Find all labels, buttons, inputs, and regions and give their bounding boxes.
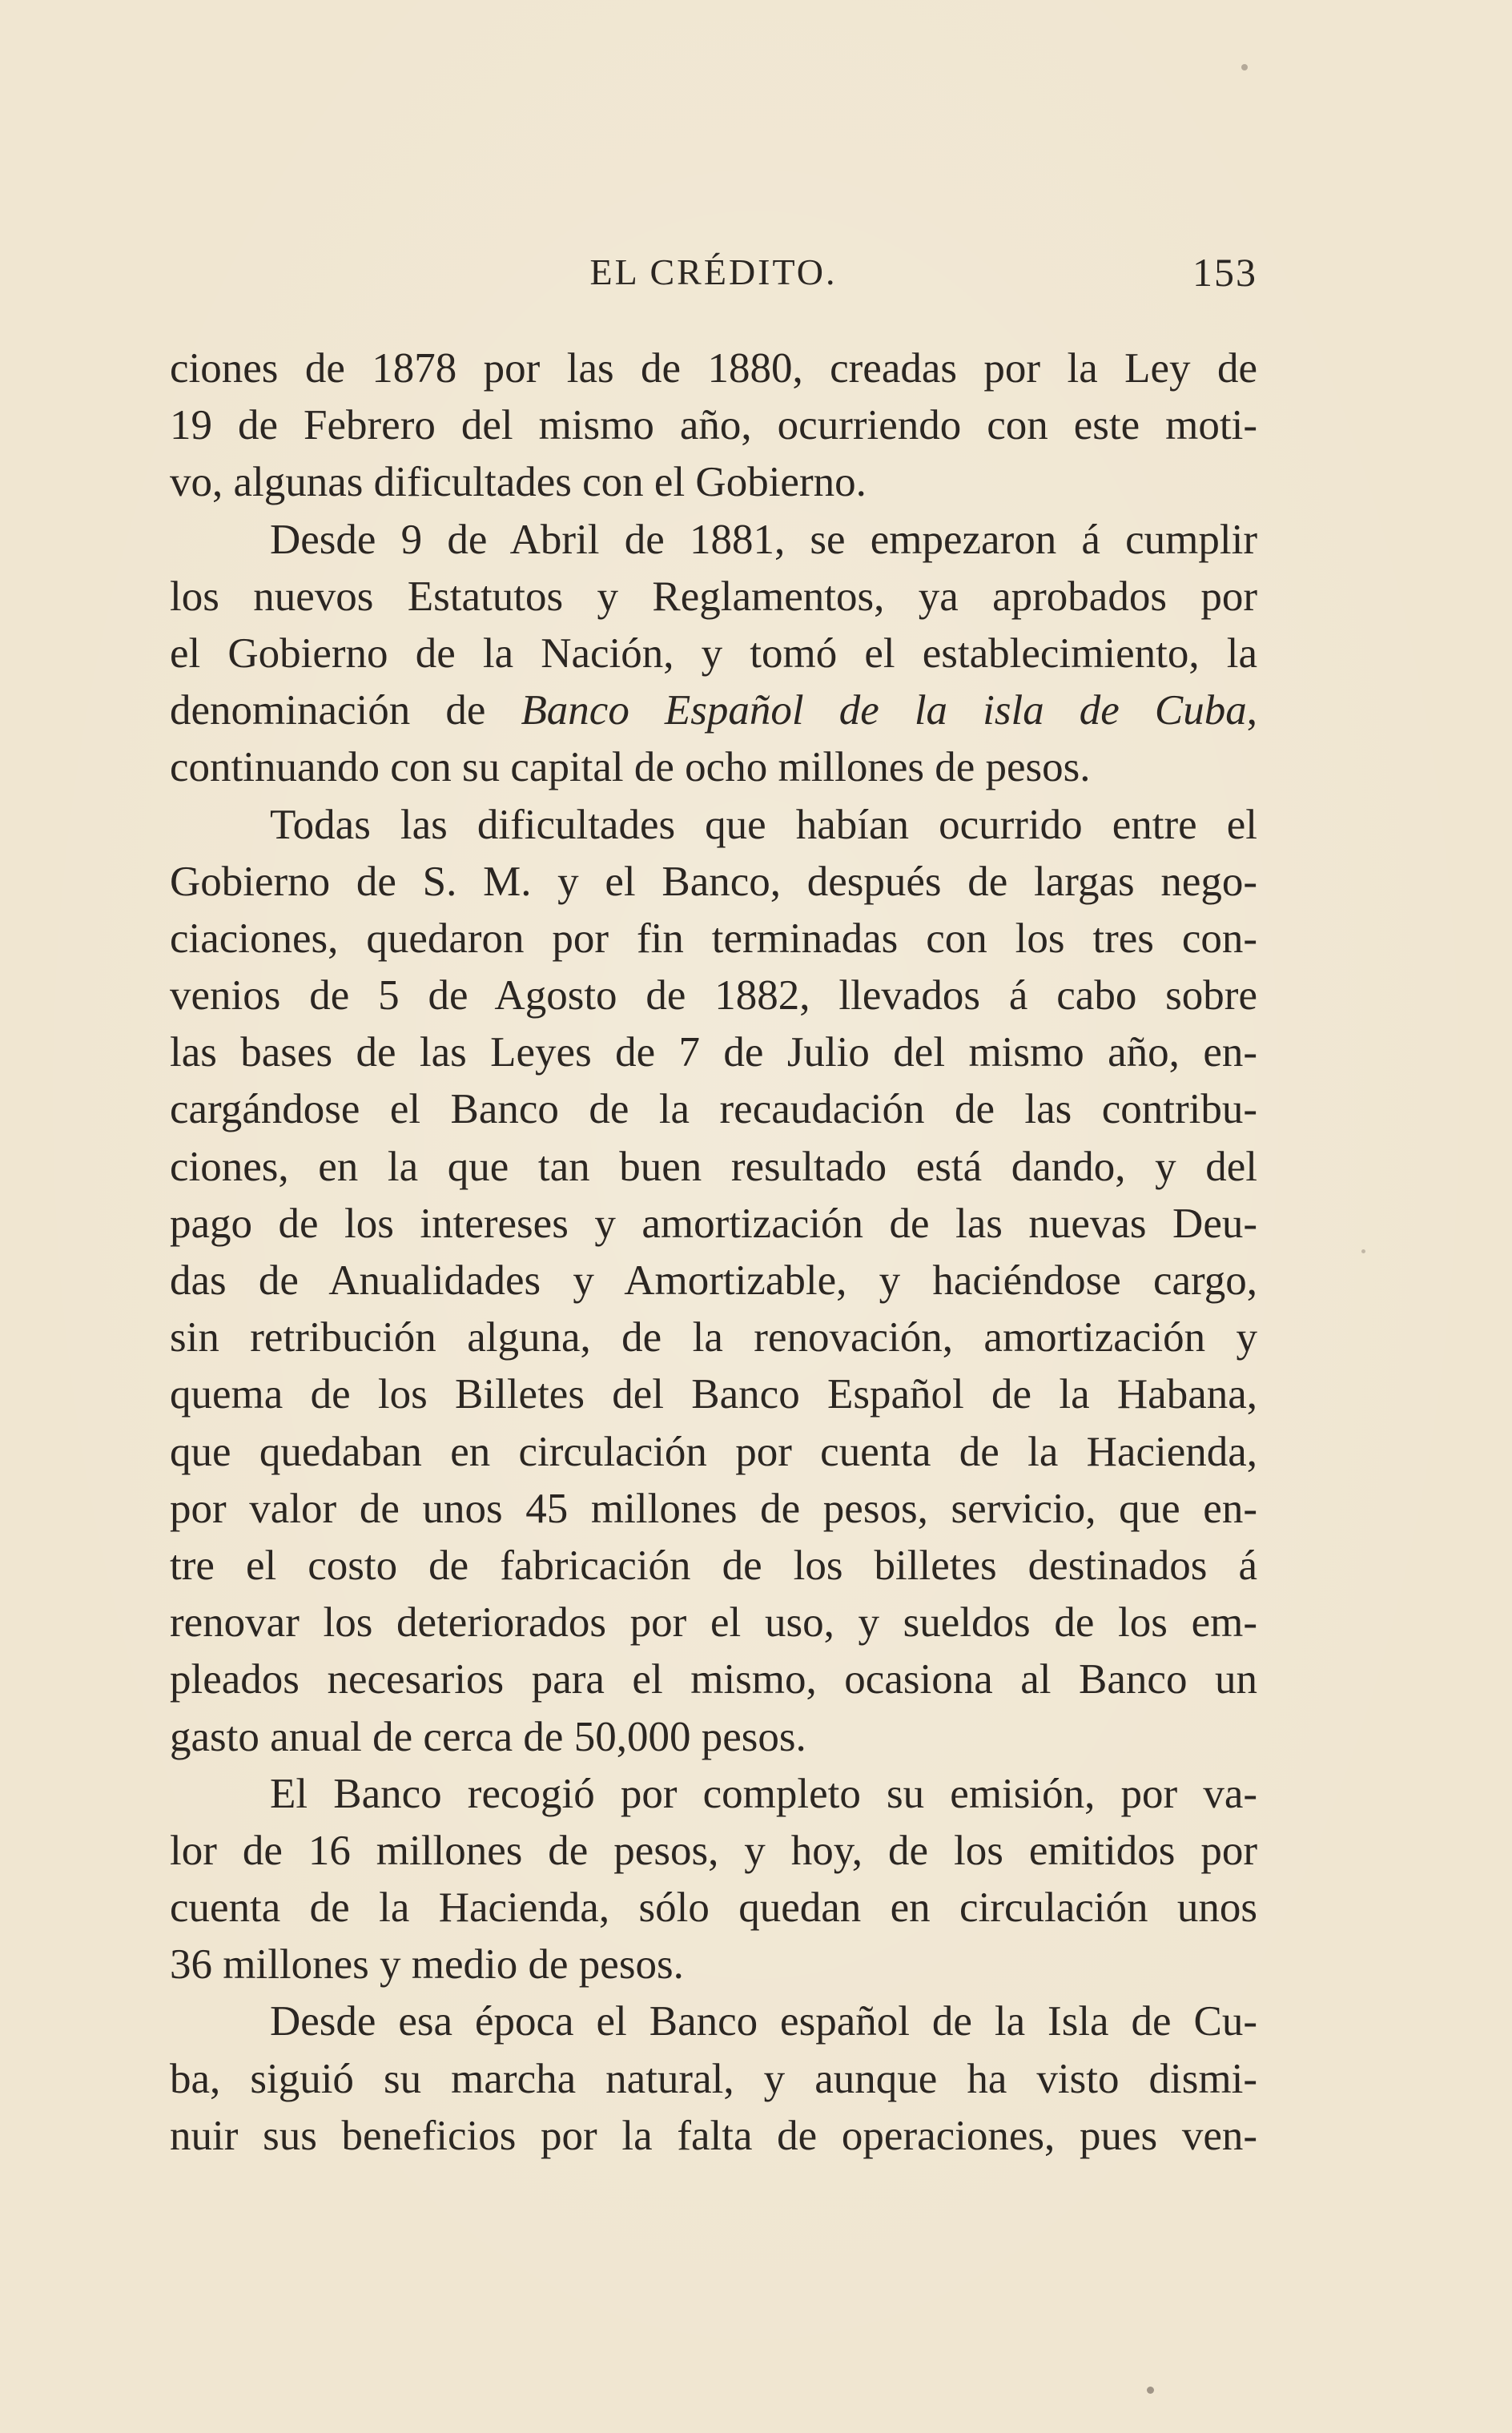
- bank-name-italic: Banco Español de la isla de Cuba: [521, 687, 1247, 734]
- text-line: venios de 5 de Agosto de 1882, llevados á cabo sobre: [170, 972, 1257, 1019]
- text-line: Desde 9 de Abril de 1881, se empezaron á cumplir: [270, 516, 1257, 563]
- text-line: vo, algunas dificultades con el Gobierno.: [170, 459, 867, 506]
- text-line: continuando con su capital de ocho millones de pesos.: [170, 744, 1091, 791]
- text-line: ciones, en la que tan buen resultado está dando, y del: [170, 1143, 1257, 1190]
- text-line: El Banco recogió por completo su emisión, por va-: [270, 1770, 1257, 1817]
- text-line: Gobierno de S. M. y el Banco, después de largas nego-: [170, 858, 1257, 905]
- text-line: el Gobierno de la Nación, y tomó el establecimiento, la: [170, 629, 1257, 677]
- text-line: ciaciones, quedaron por fin terminadas con los tres con-: [170, 915, 1257, 962]
- text-line: 19 de Febrero del mismo año, ocurriendo con este moti-: [170, 402, 1257, 449]
- text-line: Todas las dificultades que habían ocurrido entre el: [270, 801, 1257, 848]
- text-line: pleados necesarios para el mismo, ocasiona al Banco un: [170, 1656, 1257, 1703]
- text-line: los nuevos Estatutos y Reglamentos, ya aprobados por: [170, 573, 1257, 620]
- body-text: [170, 340, 1257, 2165]
- text-line: Desde esa época el Banco español de la Isla de Cu-: [270, 1998, 1257, 2045]
- text-line: 36 millones y medio de pesos.: [170, 1941, 684, 1989]
- page-number: 153: [1192, 250, 1257, 295]
- running-title: EL CRÉDITO.: [589, 251, 838, 292]
- text-line: pago de los intereses y amortización de las nuevas Deu-: [170, 1200, 1257, 1247]
- text-line: das de Anualidades y Amortizable, y haciéndose cargo,: [170, 1257, 1257, 1304]
- text-run: ,: [1246, 687, 1257, 734]
- text-line: nuir sus beneficios por la falta de operaciones, pues ven-: [170, 2112, 1257, 2159]
- page-header: [170, 248, 1257, 296]
- text-line: [170, 682, 1257, 739]
- text-line: sin retribución alguna, de la renovación, amortización y: [170, 1314, 1257, 1361]
- text-line: que quedaban en circulación por cuenta de la Hacienda,: [170, 1428, 1257, 1475]
- text-line: cuenta de la Hacienda, sólo quedan en circulación unos: [170, 1884, 1257, 1932]
- text-line: ciones de 1878 por las de 1880, creadas por la Ley de: [170, 345, 1257, 392]
- paper-speck: [1147, 2387, 1154, 2394]
- text-line: ba, siguió su marcha natural, y aunque ha visto dismi-: [170, 2055, 1257, 2102]
- text-run: denominación de: [170, 687, 521, 734]
- text-line: renovar los deteriorados por el uso, y sueldos de los em-: [170, 1599, 1257, 1647]
- text-line: cargándose el Banco de la recaudación de las contribu-: [170, 1086, 1257, 1133]
- text-line: tre el costo de fabricación de los billetes destinados á: [170, 1542, 1257, 1589]
- paper-speck: [1241, 64, 1248, 70]
- text-line: las bases de las Leyes de 7 de Julio del mismo año, en-: [170, 1029, 1257, 1076]
- paper-speck: [1361, 1249, 1365, 1253]
- text-line: quema de los Billetes del Banco Español de la Habana,: [170, 1371, 1257, 1418]
- text-line: gasto anual de cerca de 50,000 pesos.: [170, 1713, 806, 1760]
- text-line: por valor de unos 45 millones de pesos, servicio, que en-: [170, 1485, 1257, 1532]
- text-line: lor de 16 millones de pesos, y hoy, de los emitidos por: [170, 1827, 1257, 1874]
